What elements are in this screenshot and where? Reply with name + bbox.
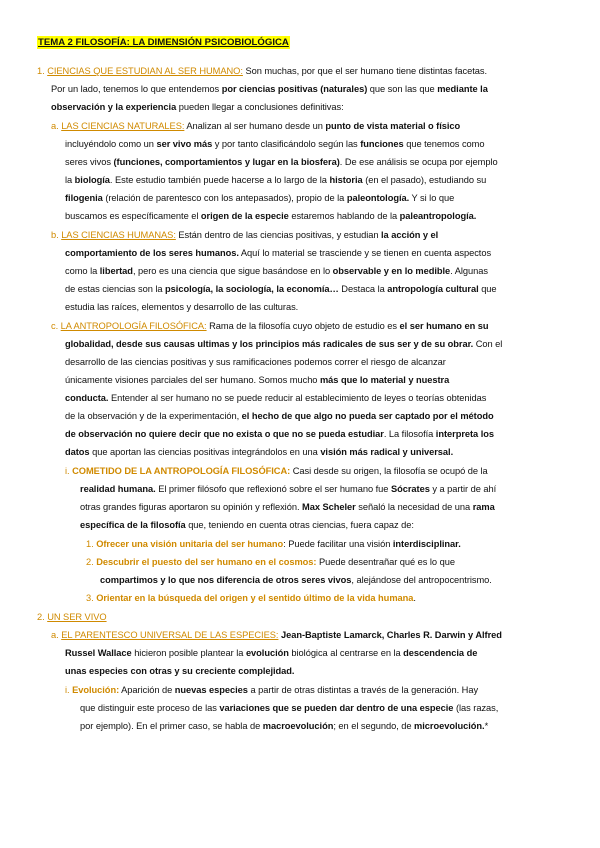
text-run: visión más radical y universal. bbox=[320, 447, 454, 457]
list-marker: b. bbox=[51, 230, 62, 240]
text-line bbox=[51, 318, 489, 335]
text-run: estudia las raíces, elementos y desarrollo de las culturas. bbox=[65, 302, 299, 312]
text-run: y a partir de ahí bbox=[429, 484, 497, 494]
text-line bbox=[80, 499, 495, 516]
text-run: desarrollo de las ciencias positivas y sus ramificaciones podemos correr el riesgo de alcanzar bbox=[65, 357, 446, 367]
list-marker: i. bbox=[65, 685, 73, 695]
text-line bbox=[100, 572, 492, 589]
text-run: punto de vista material o físico bbox=[325, 121, 461, 131]
subsection-heading: Evolución: bbox=[72, 685, 120, 695]
text-run: paleontología. bbox=[346, 193, 410, 203]
text-run: interpreta los bbox=[435, 429, 494, 439]
text-run: el hecho de que algo no pueda ser captado por el método bbox=[241, 411, 494, 421]
text-line bbox=[80, 718, 488, 735]
text-line bbox=[80, 481, 496, 498]
text-run: Aparición de bbox=[119, 685, 175, 695]
text-run: descendencia de bbox=[403, 648, 478, 658]
text-run: historia bbox=[329, 175, 363, 185]
text-line bbox=[65, 682, 478, 699]
list-marker: c. bbox=[51, 321, 61, 331]
text-line bbox=[51, 627, 502, 644]
text-run: datos bbox=[65, 447, 90, 457]
text-run: biología bbox=[74, 175, 110, 185]
text-run: observación y la experiencia bbox=[51, 102, 177, 112]
text-run: Están dentro de las ciencias positivas, y estudian bbox=[175, 230, 382, 240]
text-run: Sócrates bbox=[390, 484, 430, 494]
text-run: de la observación y de la experimentación, bbox=[65, 411, 242, 421]
text-run: por ciencias positivas (naturales) bbox=[221, 84, 368, 94]
text-line bbox=[86, 554, 455, 571]
text-run: Rama de la filosofía cuyo objeto de estudio es bbox=[206, 321, 400, 331]
text-line bbox=[65, 463, 488, 480]
text-run: observable y en lo medible bbox=[332, 266, 451, 276]
list-marker: a. bbox=[51, 121, 62, 131]
text-run: . Este estudio también puede hacerse a lo largo de la bbox=[109, 175, 330, 185]
text-run: El primer filósofo que reflexionó sobre el ser humano fue bbox=[155, 484, 391, 494]
list-marker: 3. bbox=[86, 593, 97, 603]
text-line bbox=[80, 517, 414, 534]
text-run: pueden llegar a conclusiones definitivas: bbox=[176, 102, 344, 112]
text-run: paleantropología. bbox=[399, 211, 477, 221]
text-run: conducta. bbox=[65, 393, 109, 403]
text-run: comportamiento de los seres humanos. bbox=[65, 248, 239, 258]
text-run: la acción y el bbox=[381, 230, 439, 240]
text-line bbox=[65, 208, 476, 225]
text-line bbox=[65, 263, 488, 280]
text-line bbox=[37, 63, 487, 80]
section-heading: LA ANTROPOLOGÍA FILOSÓFICA: bbox=[60, 321, 207, 331]
text-line bbox=[65, 354, 446, 371]
text-line bbox=[65, 190, 454, 207]
text-run: origen de la especie bbox=[200, 211, 289, 221]
text-run: filogenia bbox=[65, 193, 103, 203]
text-run: a partir de otras distintas a través de la generación. Hay bbox=[247, 685, 479, 695]
text-run: , pero es una ciencia que sigue basándose en lo bbox=[132, 266, 333, 276]
section-heading: UN SER VIVO bbox=[47, 612, 107, 622]
text-run: de observación no quiere decir que no exista o que no se pueda estudiar bbox=[65, 429, 384, 439]
text-run: buscamos es específicamente el bbox=[65, 211, 201, 221]
text-run: específica de la filosofía bbox=[80, 520, 186, 530]
text-run: compartimos y lo que nos diferencia de otros seres vivos bbox=[100, 575, 352, 585]
text-run: (relación de parentesco con los antepasados), propio de la bbox=[102, 193, 347, 203]
text-run: : Puede facilitar una visión bbox=[283, 539, 393, 549]
text-run: rama bbox=[472, 502, 495, 512]
text-line bbox=[65, 426, 494, 443]
text-run: (las razas, bbox=[453, 703, 499, 713]
text-run: Aquí lo material se trasciende y se tienen en cuenta aspectos bbox=[238, 248, 492, 258]
text-run: , alejándose del antropocentrismo. bbox=[351, 575, 492, 585]
text-run: Russel Wallace bbox=[65, 648, 132, 658]
text-run: por ejemplo). En el primer caso, se habla de bbox=[80, 721, 263, 731]
text-run: que distinguir este proceso de las bbox=[80, 703, 220, 713]
text-line bbox=[65, 154, 498, 171]
text-run: (funciones, comportamientos y lugar en la biosfera) bbox=[113, 157, 340, 167]
document-title: TEMA 2 FILOSOFÍA: LA DIMENSIÓN PSICOBIOLÓGICA bbox=[38, 37, 289, 48]
text-line bbox=[51, 81, 488, 98]
list-marker: 2. bbox=[37, 612, 48, 622]
text-line bbox=[86, 590, 416, 607]
text-run: realidad humana. bbox=[80, 484, 156, 494]
text-run: * bbox=[484, 721, 489, 731]
section-heading: EL PARENTESCO UNIVERSAL DE LAS ESPECIES: bbox=[61, 630, 279, 640]
text-line bbox=[51, 227, 438, 244]
text-run: hicieron posible plantear la bbox=[131, 648, 246, 658]
text-run: Puede desentrañar qué es lo que bbox=[316, 557, 455, 567]
text-line bbox=[86, 536, 461, 553]
text-run: que tenemos como bbox=[403, 139, 485, 149]
text-run: Analizan al ser humano desde un bbox=[184, 121, 326, 131]
text-run: interdisciplinar. bbox=[392, 539, 461, 549]
subsection-heading: COMETIDO DE LA ANTROPOLOGÍA FILOSÓFICA: bbox=[72, 466, 291, 476]
text-line bbox=[65, 372, 449, 389]
text-run: más que lo material y nuestra bbox=[319, 375, 450, 385]
text-run: Max Scheler bbox=[302, 502, 356, 512]
text-run: Jean-Baptiste Lamarck, Charles R. Darwin y Alfred bbox=[278, 630, 502, 640]
text-run: seres vivos bbox=[65, 157, 114, 167]
subsection-heading: Descubrir el puesto del ser humano en el cosmos: bbox=[96, 557, 317, 567]
text-run: unas especies con otras y su creciente complejidad. bbox=[65, 666, 295, 676]
text-run: antropología cultural bbox=[387, 284, 479, 294]
text-run: la bbox=[65, 175, 75, 185]
section-heading: LAS CIENCIAS NATURALES: bbox=[61, 121, 185, 131]
section-heading: CIENCIAS QUE ESTUDIAN AL SER HUMANO: bbox=[47, 66, 243, 76]
text-run: globalidad, desde sus causas ultimas y los principios más radicales de sus ser y de su obrar. bbox=[65, 339, 474, 349]
list-marker: 1. bbox=[37, 66, 48, 76]
text-run: Son muchas, por que el ser humano tiene distintas facetas. bbox=[242, 66, 487, 76]
text-line bbox=[65, 136, 484, 153]
text-line bbox=[51, 99, 344, 116]
text-run: que aportan las ciencias positivas integrándolos en una bbox=[89, 447, 321, 457]
text-line bbox=[65, 444, 453, 461]
subsection-heading: Ofrecer una visión unitaria del ser humano bbox=[96, 539, 284, 549]
text-run: . De ese análisis se ocupa por ejemplo bbox=[339, 157, 498, 167]
text-run: macroevolución bbox=[262, 721, 334, 731]
text-run: ser vivo más bbox=[156, 139, 213, 149]
text-run: biológica al centrarse en la bbox=[288, 648, 404, 658]
list-marker: 2. bbox=[86, 557, 97, 567]
text-line bbox=[65, 645, 477, 662]
text-run: funciones bbox=[360, 139, 404, 149]
text-run: el ser humano en su bbox=[399, 321, 489, 331]
text-run: Destaca la bbox=[338, 284, 388, 294]
text-run: ; en el segundo, de bbox=[333, 721, 415, 731]
text-run: Y si lo que bbox=[409, 193, 455, 203]
text-line bbox=[65, 172, 486, 189]
text-run: otras grandes figuras aportaron su opinión y reflexión. bbox=[80, 502, 303, 512]
text-run: nuevas especies bbox=[174, 685, 248, 695]
text-line bbox=[65, 245, 491, 262]
subsection-heading: Orientar en la búsqueda del origen y el sentido último de la vida humana bbox=[96, 593, 414, 603]
text-run: que bbox=[478, 284, 497, 294]
text-line bbox=[65, 281, 497, 298]
text-line bbox=[65, 408, 494, 425]
text-line bbox=[65, 663, 294, 680]
text-line bbox=[37, 609, 107, 626]
text-run: que, teniendo en cuenta otras ciencias, fuera capaz de: bbox=[185, 520, 414, 530]
text-run: (en el pasado), estudiando su bbox=[362, 175, 487, 185]
text-line bbox=[65, 336, 502, 353]
text-line bbox=[65, 390, 486, 407]
text-run: estaremos hablando de la bbox=[288, 211, 400, 221]
text-run: de estas ciencias son la bbox=[65, 284, 166, 294]
list-marker: 1. bbox=[86, 539, 97, 549]
text-run: microevolución. bbox=[414, 721, 485, 731]
list-marker: a. bbox=[51, 630, 62, 640]
text-run: mediante la bbox=[437, 84, 488, 94]
text-line bbox=[80, 700, 498, 717]
text-run: como la bbox=[65, 266, 100, 276]
text-run: Por un lado, tenemos lo que entendemos bbox=[51, 84, 222, 94]
text-run: Entender al ser humano no se puede reducir al establecimiento de leyes o teorías obtenidas bbox=[108, 393, 487, 403]
text-run: psicología, la sociología, la economía… bbox=[165, 284, 339, 294]
text-line bbox=[65, 299, 298, 316]
text-run: Casi desde su origen, la filosofía se ocupó de la bbox=[290, 466, 488, 476]
text-run: . Algunas bbox=[450, 266, 488, 276]
text-run: . La filosofía bbox=[383, 429, 436, 439]
text-run: señaló la necesidad de una bbox=[355, 502, 473, 512]
text-run: incluyéndolo como un bbox=[65, 139, 157, 149]
text-line bbox=[51, 118, 460, 135]
text-run: y por tanto clasificándolo según las bbox=[212, 139, 361, 149]
text-run: evolución bbox=[245, 648, 289, 658]
text-run: libertad bbox=[99, 266, 133, 276]
section-heading: LAS CIENCIAS HUMANAS: bbox=[61, 230, 176, 240]
text-run: Con el bbox=[473, 339, 503, 349]
list-marker: i. bbox=[65, 466, 73, 476]
text-run: . bbox=[413, 593, 416, 603]
text-run: variaciones que se pueden dar dentro de una especie bbox=[219, 703, 454, 713]
text-run: que son las que bbox=[367, 84, 438, 94]
text-run: únicamente visiones parciales del ser humano. Somos mucho bbox=[65, 375, 320, 385]
